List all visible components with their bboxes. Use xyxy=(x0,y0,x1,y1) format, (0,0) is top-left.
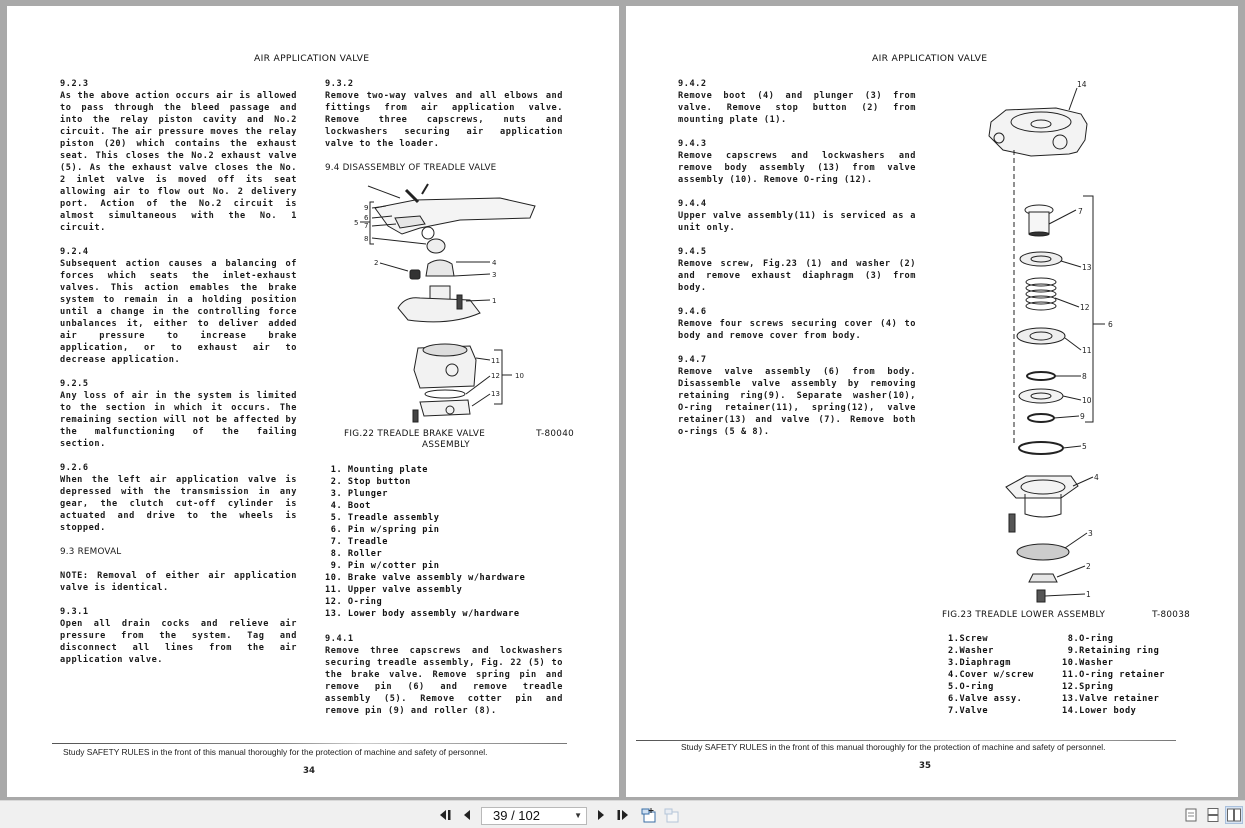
continuous-view-icon xyxy=(1207,808,1219,822)
svg-text:4: 4 xyxy=(1094,473,1099,482)
figure-22-parts-list xyxy=(325,464,525,620)
svg-text:7: 7 xyxy=(364,222,369,230)
svg-text:12: 12 xyxy=(1080,303,1090,312)
figure-23-parts-list-col1 xyxy=(948,633,1034,717)
page-add-icon xyxy=(641,807,657,823)
section-heading-removal: 9.3 REMOVAL xyxy=(60,547,122,557)
parts-list-item: 8. Roller xyxy=(325,549,383,559)
svg-text:6: 6 xyxy=(1108,320,1113,329)
parts-list-item: 6. Pin w/spring pin xyxy=(325,525,440,535)
paragraph-9-4-5: 9.4.5 Remove screw, Fig.23 (1) and washer (2) and remove exhaust diaphragm (3) from body. xyxy=(678,247,916,293)
svg-text:2: 2 xyxy=(374,259,379,267)
paragraph-9-2-5: 9.2.5 Any loss of air in the system is limited to the section in which it occurs. The remaining section will not be affected by the malfunctioning of the failing section. xyxy=(60,379,297,449)
paragraph-9-2-3: 9.2.3 As the above action occurs air is allowed to pass through the bleed passage and into the relay piston cavity and No.2 circuit. The air pressure moves the relay piston (20) which contains the exhaust seat. This closes the No.2 exhaust valve (5). As the exhaust valve closes the No. 2 inlet valve is moved off its seat allowing air to flow out No. 2 delivery port. Action of the No.2 circuit is almost simultaneous with the No. 1 circuit. xyxy=(60,79,297,233)
paragraph-9-2-6: 9.2.6 When the left air application valve is depressed with the transmission in any gear, the clutch cut-off cylinder is actuated and drive to the wheels is stopped. xyxy=(60,463,297,533)
next-page-icon xyxy=(596,809,605,821)
parts-list-item: 2. Stop button xyxy=(325,477,411,487)
skip-to-last-icon xyxy=(616,809,630,821)
single-page-view-button[interactable] xyxy=(1183,806,1199,824)
footer-rule xyxy=(52,743,567,744)
two-page-view-button[interactable] xyxy=(1225,806,1243,824)
running-head: AIR APPLICATION VALVE xyxy=(254,53,370,64)
paragraph-9-2-4: 9.2.4 Subsequent action causes a balancing of forces which seats the inlet-exhaust valves. This action emables the brake system to remain in a holding position until a change in the controlling force unbalances it, either to deliver added air pressure to increase brake application, or to exhaust air to decrease application. xyxy=(60,247,297,365)
parts-list-item: 1.Screw xyxy=(948,634,989,644)
section-heading-disassembly: 9.4 DISASSEMBLY OF TREADLE VALVE xyxy=(325,163,497,173)
previous-page-icon xyxy=(463,809,472,821)
chevron-down-icon: ▼ xyxy=(574,811,582,820)
single-page-view-icon xyxy=(1185,808,1197,822)
parts-list-item: 7. Treadle xyxy=(325,537,388,547)
svg-text:3: 3 xyxy=(1088,529,1093,538)
svg-text:13: 13 xyxy=(491,390,500,398)
svg-text:10: 10 xyxy=(515,372,524,380)
parts-list-item: 9. Pin w/cotter pin xyxy=(325,561,440,571)
viewer-toolbar xyxy=(0,800,1245,828)
parts-list-item: 1. Mounting plate xyxy=(325,465,429,475)
last-page-button[interactable] xyxy=(614,806,632,824)
paragraph-9-4-2: 9.4.2 Remove boot (4) and plunger (3) from valve. Remove stop button (2) from mounting plate (1). xyxy=(678,79,916,125)
paragraph-9-4-7: 9.4.7 Remove valve assembly (6) from body. Disassemble valve assembly by removing retaining ring(9). Separate washer(10), O-ring retainer(11), spring(12), valve retainer(13) and valve (7). Remove both o-rings (5 & 8). xyxy=(678,355,916,437)
figure-23-treadle-lower-assembly xyxy=(981,74,1141,609)
svg-text:8: 8 xyxy=(364,235,369,243)
parts-list-item: 12. O-ring xyxy=(325,597,383,607)
parts-list-item: 3.Diaphragm xyxy=(948,658,1011,668)
page-number-select[interactable] xyxy=(481,807,587,825)
left-column xyxy=(678,78,916,450)
svg-text:11: 11 xyxy=(491,357,500,365)
running-head: AIR APPLICATION VALVE xyxy=(872,53,988,64)
parts-list-item: 4.Cover w/screw xyxy=(948,670,1034,680)
parts-list-item: 10. Brake valve assembly w/hardware xyxy=(325,573,526,583)
remove-bookmark-button[interactable] xyxy=(663,806,681,824)
page-number: 34 xyxy=(303,766,315,776)
first-page-button[interactable] xyxy=(436,806,454,824)
note-removal: NOTE: Removal of either air application valve is identical. xyxy=(60,571,297,593)
paragraph-9-4-3: 9.4.3 Remove capscrews and lockwashers and remove body assembly (13) from valve assembly (10). Remove O-ring (12). xyxy=(678,139,916,185)
figure-23-parts-list-col2 xyxy=(1062,633,1165,717)
svg-text:9: 9 xyxy=(364,204,369,212)
svg-text:12: 12 xyxy=(491,372,500,380)
paragraph-9-3-2: 9.3.2 Remove two-way valves and all elbows and fittings from air application valve. Remove three capscrews, nuts and lockwashers securing air application valve to the loader. xyxy=(325,79,563,149)
parts-list-item: 5.O-ring xyxy=(948,682,994,692)
figure-22-caption: FIG.22 TREADLE BRAKE VALVE T-80040 ASSEMBLY xyxy=(344,429,574,450)
parts-list-item: 11.O-ring retainer xyxy=(1062,670,1166,680)
page-34 xyxy=(7,6,619,797)
svg-text:3: 3 xyxy=(492,271,497,279)
next-page-button[interactable] xyxy=(593,806,607,824)
add-bookmark-button[interactable] xyxy=(640,806,658,824)
previous-page-button[interactable] xyxy=(460,806,474,824)
paragraph-9-4-6: 9.4.6 Remove four screws securing cover (4) to body and remove cover from body. xyxy=(678,307,916,341)
svg-text:13: 13 xyxy=(1082,263,1092,272)
parts-list-item: 5. Treadle assembly xyxy=(325,513,440,523)
parts-list-item: 4. Boot xyxy=(325,501,371,511)
page-remove-icon xyxy=(664,807,680,823)
svg-text:14: 14 xyxy=(1077,80,1087,89)
two-page-view-icon xyxy=(1227,808,1241,822)
parts-list-item: 10.Washer xyxy=(1062,658,1114,668)
page-35 xyxy=(626,6,1238,797)
svg-text:1: 1 xyxy=(492,297,497,305)
svg-text:5: 5 xyxy=(1082,442,1087,451)
svg-text:2: 2 xyxy=(1086,562,1091,571)
parts-list-item: 3. Plunger xyxy=(325,489,388,499)
svg-text:7: 7 xyxy=(1078,207,1083,216)
right-column xyxy=(325,78,563,186)
skip-to-first-icon xyxy=(438,809,452,821)
page-number: 35 xyxy=(919,761,931,771)
parts-list-item: 9.Retaining ring xyxy=(1062,646,1160,656)
parts-list-item: 8.O-ring xyxy=(1062,634,1114,644)
footer-rule xyxy=(636,740,1176,741)
parts-list-item: 6.Valve assy. xyxy=(948,694,1023,704)
page-indicator: 39 / 102 xyxy=(493,808,540,823)
paragraph-9-4-1: 9.4.1 Remove three capscrews and lockwashers securing treadle assembly, Fig. 22 (5) to the brake valve. Remove spring pin and remove pin (6) and remove treadle assembly (5). Remove cotter pin and remove pin (9) and roller (8). xyxy=(325,634,563,716)
parts-list-item: 12.Spring xyxy=(1062,682,1114,692)
footer-safety-notice: Study SAFETY RULES in the front of this manual thoroughly for the protection of machine and safety of personnel. xyxy=(681,742,1106,752)
svg-text:10: 10 xyxy=(1082,396,1092,405)
parts-list-item: 2.Washer xyxy=(948,646,994,656)
svg-text:5: 5 xyxy=(354,219,359,227)
exploded-view-diagram xyxy=(340,178,550,423)
parts-list-item: 7.Valve xyxy=(948,706,989,716)
parts-list-item: 13.Valve retainer xyxy=(1062,694,1160,704)
svg-text:6: 6 xyxy=(364,214,369,222)
paragraph-9-4-4: 9.4.4 Upper valve assembly(11) is serviced as a unit only. xyxy=(678,199,916,233)
svg-text:4: 4 xyxy=(492,259,497,267)
left-column xyxy=(60,78,297,678)
svg-text:8: 8 xyxy=(1082,372,1087,381)
footer-safety-notice: Study SAFETY RULES in the front of this manual thoroughly for the protection of machine and safety of personnel. xyxy=(63,747,488,757)
parts-list-item: 13. Lower body assembly w/hardware xyxy=(325,609,520,619)
figure-23-caption: FIG.23 TREADLE LOWER ASSEMBLY T-80038 xyxy=(942,610,1190,620)
figure-22-treadle-brake-valve xyxy=(340,178,550,423)
exploded-view-diagram xyxy=(981,74,1141,609)
continuous-view-button[interactable] xyxy=(1205,806,1221,824)
parts-list-item: 14.Lower body xyxy=(1062,706,1137,716)
parts-list-item: 11. Upper valve assembly xyxy=(325,585,463,595)
svg-text:9: 9 xyxy=(1080,412,1085,421)
svg-text:11: 11 xyxy=(1082,346,1092,355)
svg-text:1: 1 xyxy=(1086,590,1091,599)
paragraph-9-3-1: 9.3.1 Open all drain cocks and relieve air pressure from the system. Tag and disconnect all lines from the air application valve. xyxy=(60,607,297,665)
